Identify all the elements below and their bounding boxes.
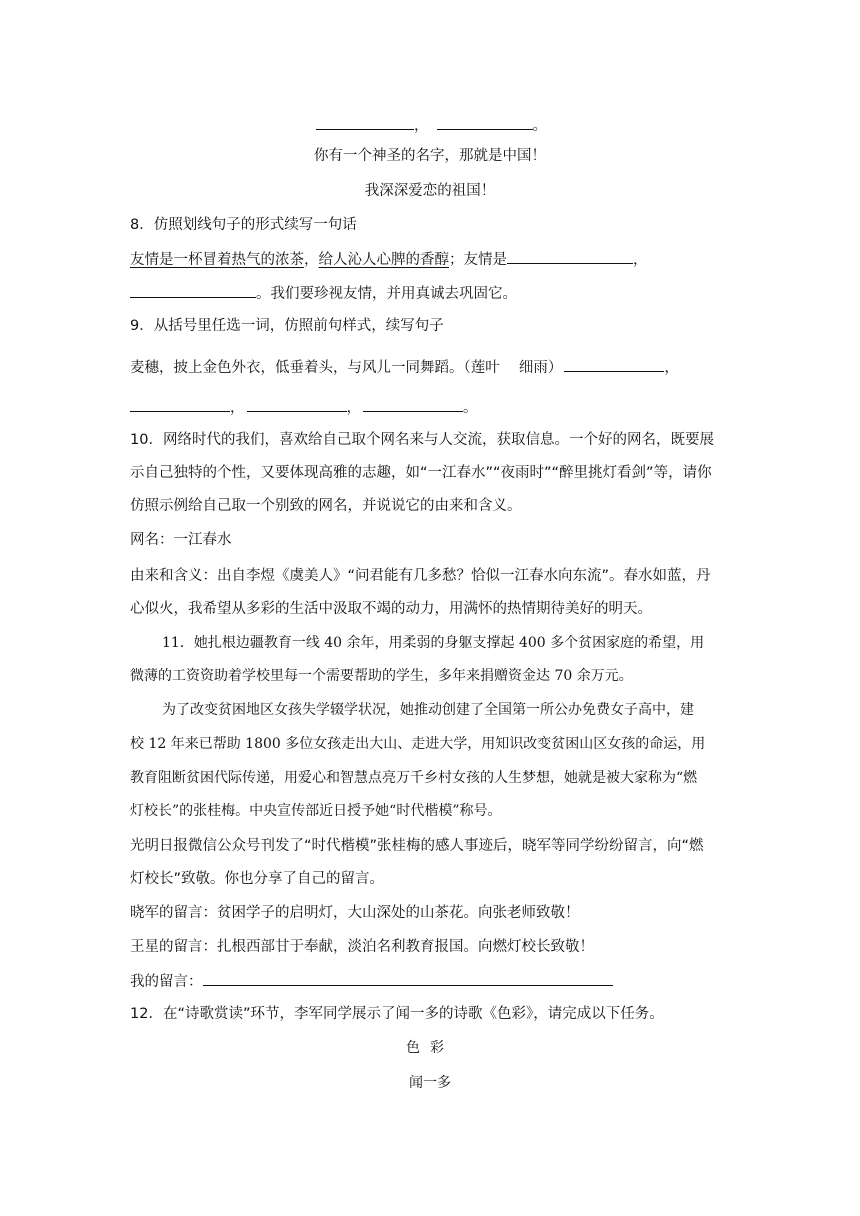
q11-para-2: 微薄的工资资助着学校里每一个需要帮助的学生，多年来捐赠资金达 70 余万元。 — [130, 668, 633, 684]
q11-para-8: 灯校长”致敬。你也分享了自己的留言。 — [130, 871, 385, 887]
period-text: 。 — [463, 400, 478, 416]
my-message-label: 我的留言： — [130, 974, 203, 990]
answer-blank[interactable] — [363, 396, 463, 412]
q11-para-7: 光明日报微信公众号刊发了“时代楷模”张桂梅的感人事迹后，晓军等同学纷纷留言，向“燃 — [130, 838, 704, 854]
q8-title: 8．仿照划线句子的形式续写一句话 — [130, 217, 357, 233]
q11-para-5: 教育阻断贫困代际传递，用爱心和智慧点亮万千乡村女孩的人生梦想，她就是被大家称为“燃 — [130, 770, 698, 786]
q9-sentence: 麦穗，披上金色外衣，低垂着头，与风儿一同舞蹈。（莲叶 细雨） — [130, 360, 563, 376]
comma-text: ， — [230, 400, 245, 416]
answer-blank[interactable] — [316, 114, 414, 130]
q10-para-1: 10．网络时代的我们，喜欢给自己取个网名来与人交流，获取信息。一个好的网名，既要展 — [130, 432, 714, 448]
comma-text: ， — [664, 360, 679, 376]
q9-line-3 — [130, 396, 730, 418]
q9-title: 9．从括号里任选一词，仿照前句样式，续写句子 — [130, 318, 444, 334]
poem-title: 色彩 — [406, 1040, 454, 1056]
q11-my-message — [130, 970, 730, 992]
comma-text: ， — [633, 252, 648, 268]
sep-text: ， — [304, 252, 319, 268]
q11-message-1: 晓军的留言：贫困学子的启明灯，大山深处的山茶花。向张老师致敬！ — [130, 905, 580, 921]
poem-author: 闻一多 — [409, 1075, 451, 1091]
q10-para-2: 示自己独特的个性，又要体现高雅的志趣，如“一江春水”“夜雨时”“醉里挑灯看剑”等，请你 — [130, 465, 712, 481]
q10-para-3: 仿照示例给自己取一个别致的网名，并说说它的由来和含义。 — [130, 498, 522, 514]
comma-text: ， — [346, 400, 361, 416]
q10-origin-2: 心似火，我希望从多彩的生活中汲取不竭的动力，用满怀的热情期待美好的明天。 — [130, 601, 652, 617]
poem-line-2: 我深深爱恋的祖国！ — [364, 183, 496, 199]
poem-line-1: 你有一个神圣的名字，那就是中国！ — [314, 148, 546, 164]
q8-end-text: 。我们要珍视友情，并用真诚去巩固它。 — [256, 286, 517, 302]
q11-message-2: 王星的留言：扎根西部甘于奉献，淡泊名利教育报国。向燃灯校长致敬！ — [130, 939, 594, 955]
answer-blank[interactable] — [130, 396, 230, 412]
q11-para-3: 为了改变贫困地区女孩失学辍学状况，她推动创建了全国第一所公办免费女子高中，建 — [162, 702, 694, 718]
q11-para-6: 灯校长”的张桂梅。中央宣传部近日授予她“时代楷模”称号。 — [130, 803, 502, 819]
answer-blank[interactable] — [507, 248, 633, 264]
answer-blank[interactable] — [437, 114, 533, 130]
q9-line-2 — [130, 356, 730, 378]
underlined-phrase-1: 友情是一杯冒着热气的浓茶 — [130, 252, 304, 268]
q8-after-text: ；友情是 — [449, 252, 507, 268]
answer-blank[interactable] — [247, 396, 347, 412]
top-blank-line — [316, 114, 860, 136]
q11-para-4: 校 12 年来已帮助 1800 多位女孩走出大山、走进大学，用知识改变贫困山区女孩的命运，用 — [130, 736, 706, 752]
period-text: 。 — [532, 118, 547, 134]
q12-para-1: 12．在“诗歌赏读”环节，李军同学展示了闻一多的诗歌《色彩》，请完成以下任务。 — [130, 1006, 664, 1022]
q8-line-3 — [130, 282, 730, 304]
answer-blank[interactable] — [564, 356, 664, 372]
underlined-phrase-2: 给人沁人心脾的香醇 — [318, 252, 449, 268]
q11-para-1: 11．她扎根边疆教育一线 40 余年，用柔弱的身躯支撑起 400 多个贫困家庭的希望，用 — [162, 635, 705, 651]
comma-text: ， — [414, 118, 429, 134]
q10-origin-1: 由来和含义：出自李煜《虞美人》“问君能有几多愁？恰似一江春水向东流”。春水如蓝，丹 — [130, 568, 711, 584]
answer-blank[interactable] — [130, 282, 256, 298]
q10-name-line: 网名：一江春水 — [130, 532, 232, 548]
q8-line-2 — [130, 248, 730, 270]
my-message-blank[interactable] — [203, 970, 613, 986]
